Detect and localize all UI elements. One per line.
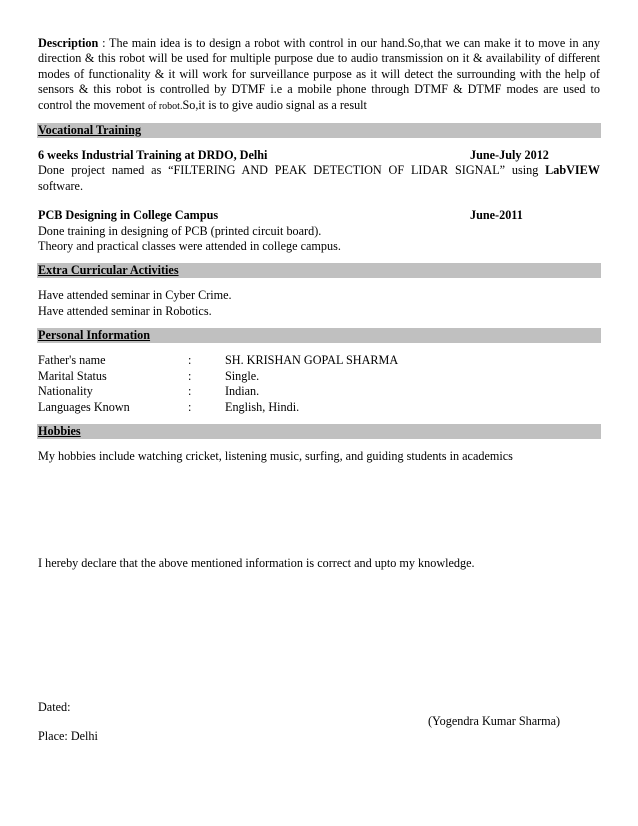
training-item-drdo-header — [38, 148, 600, 163]
resume-page — [38, 36, 600, 464]
section-title: Personal Information — [38, 328, 151, 343]
description-text-end: So,it is to give audio signal as a result — [182, 97, 367, 112]
info-row-marital-status — [38, 369, 600, 384]
info-key: Marital Status — [38, 368, 107, 383]
description-text-small: of robot. — [148, 100, 183, 112]
section-title: Hobbies — [38, 423, 81, 438]
training-description-end: software. — [38, 178, 84, 193]
training-title: 6 weeks Industrial Training at DRDO, Delhi — [38, 148, 268, 163]
info-key: Father's name — [38, 353, 106, 368]
info-separator: : — [188, 353, 192, 368]
description-paragraph — [38, 36, 600, 114]
section-extra-curricular — [37, 263, 601, 278]
section-vocational-training — [37, 123, 601, 138]
hobbies-text: My hobbies include watching cricket, listening music, surfing, and guiding students in academics — [38, 448, 513, 463]
declaration-text: I hereby declare that the above mentioned information is correct and upto my knowledge. — [38, 556, 475, 570]
info-separator: : — [188, 384, 192, 399]
training-date: June-July 2012 — [470, 148, 549, 163]
signature-name: (Yogendra Kumar Sharma) — [428, 714, 561, 728]
info-value: Single. — [225, 368, 260, 383]
dated-label: Dated: — [38, 700, 71, 714]
info-value: English, Hindi. — [225, 399, 300, 414]
info-key: Nationality — [38, 384, 93, 399]
training-line: Done training in designing of PCB (printed circuit board). — [38, 223, 322, 238]
training-line: Theory and practical classes were attended in college campus. — [38, 239, 341, 254]
info-row-languages — [38, 400, 600, 415]
description-label: Description — [38, 36, 99, 50]
info-value: Indian. — [225, 384, 260, 399]
training-description — [38, 163, 600, 194]
section-title: Vocational Training — [38, 123, 142, 138]
training-tool: LabVIEW — [545, 163, 600, 178]
section-hobbies — [37, 424, 601, 439]
section-title: Extra Curricular Activities — [38, 263, 179, 278]
info-value: SH. KRISHAN GOPAL SHARMA — [225, 353, 399, 368]
training-date: June-2011 — [470, 208, 523, 223]
info-separator: : — [188, 399, 192, 414]
place-label: Place: Delhi — [38, 729, 98, 743]
training-title: PCB Designing in College Campus — [38, 208, 219, 223]
info-row-nationality — [38, 384, 600, 399]
training-description-text: Done project named as “FILTERING AND PEAK DETECTION OF LIDAR SIGNAL” using — [38, 163, 546, 178]
info-row-fathers-name — [38, 353, 600, 368]
info-separator: : — [188, 368, 192, 383]
info-key: Languages Known — [38, 399, 130, 414]
activity-line: Have attended seminar in Cyber Crime. — [38, 288, 232, 303]
description-text: : The main idea is to design a robot with control in our hand.So,that we can make it to move in any direction & this robot will be used for multiple purpose due to audio transmission on it & availability of different modes of functionality & it will work for surveillance purpose as it will detect the surrounding with the help of sensors & this robot is controlled by DTMF i.e a mobile phone through DTMF & DTMF modes are used to control the movement — [38, 36, 600, 112]
section-personal-information — [37, 328, 601, 343]
training-item-pcb-header — [38, 208, 600, 223]
activity-line: Have attended seminar in Robotics. — [38, 303, 212, 318]
